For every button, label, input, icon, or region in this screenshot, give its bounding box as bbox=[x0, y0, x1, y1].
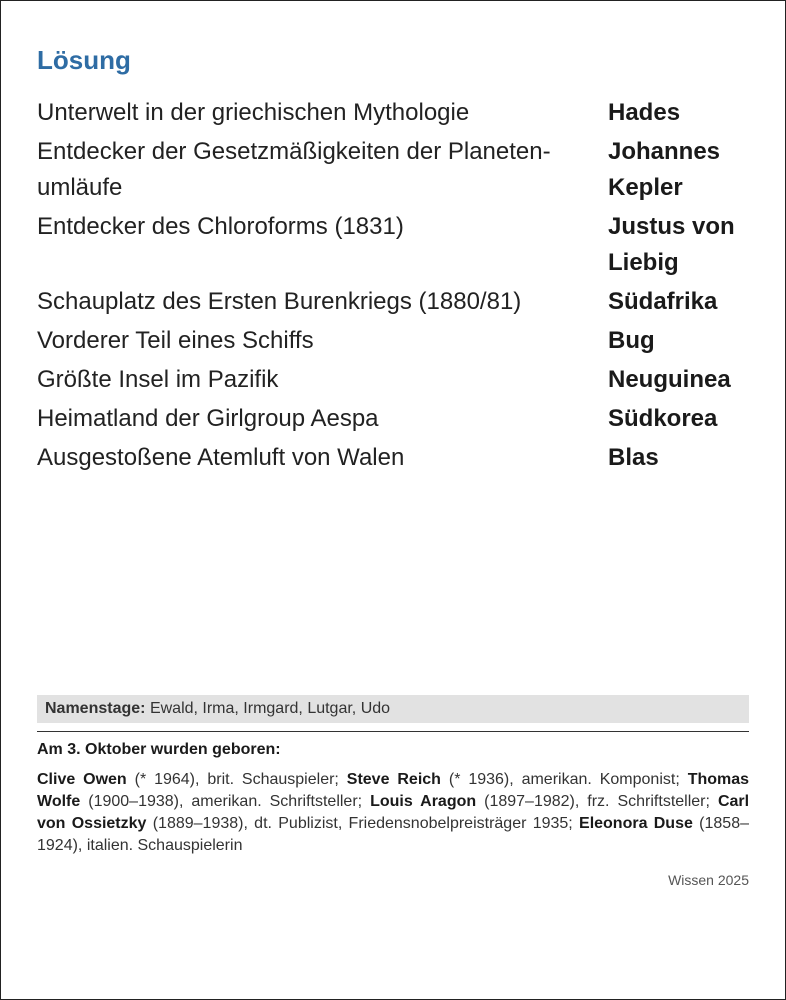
namenstage-names: Ewald, Irma, Irmgard, Lutgar, Udo bbox=[149, 700, 391, 717]
namenstage-bar bbox=[37, 695, 749, 723]
birthdays-title: Am 3. Oktober wurden geboren: bbox=[37, 741, 281, 758]
namenstage-label: Namenstage: bbox=[45, 700, 146, 717]
person-info: (1889–1938), dt. Publizist, Friedensnobelpreisträger 1935; bbox=[152, 815, 573, 832]
solution-row bbox=[37, 134, 757, 206]
question-text: Heimatland der Girlgroup Aespa bbox=[37, 405, 379, 432]
answer-text: Südkorea bbox=[608, 405, 718, 432]
question-text: Ausgestoßene Atemluft von Walen bbox=[37, 444, 405, 471]
question-text: Entdecker der Gesetzmäßigkeiten der Planeten-umläufe bbox=[37, 138, 551, 201]
person-info: (* 1936), amerikan. Komponist; bbox=[448, 771, 680, 788]
footer-label: Wissen 2025 bbox=[668, 872, 749, 888]
answer-text: Südafrika bbox=[608, 288, 718, 315]
solution-list bbox=[37, 95, 757, 479]
person-name: Eleonora Duse bbox=[579, 815, 693, 832]
birthdays-text bbox=[37, 769, 749, 857]
solution-row bbox=[37, 323, 757, 359]
question-text: Entdecker des Chloroforms (1831) bbox=[37, 213, 404, 240]
person-info: (* 1964), brit. Schauspieler; bbox=[134, 771, 339, 788]
question-text: Unterwelt in der griechischen Mythologie bbox=[37, 99, 470, 126]
person-name: Clive Owen bbox=[37, 771, 127, 788]
solution-row bbox=[37, 401, 757, 437]
divider bbox=[37, 731, 749, 732]
person-info: (1897–1982), frz. Schriftsteller; bbox=[484, 793, 710, 810]
answer-text: Johannes Kepler bbox=[608, 138, 721, 201]
person-name: Louis Aragon bbox=[370, 793, 477, 810]
question-text: Schauplatz des Ersten Burenkriegs (1880/81) bbox=[37, 288, 522, 315]
person-info: (1858–1924), italien. Schauspielerin bbox=[37, 815, 749, 854]
person-name: Steve Reich bbox=[346, 771, 441, 788]
answer-text: Hades bbox=[608, 99, 681, 126]
page-title: Lösung bbox=[37, 45, 131, 75]
question-text: Vorderer Teil eines Schiffs bbox=[37, 327, 314, 354]
person-info: (1900–1938), amerikan. Schriftsteller; bbox=[88, 793, 363, 810]
question-text: Größte Insel im Pazifik bbox=[37, 366, 279, 393]
solution-row bbox=[37, 284, 757, 320]
solution-row bbox=[37, 95, 757, 131]
answer-text: Bug bbox=[608, 327, 655, 354]
solution-row bbox=[37, 209, 757, 281]
person-name: Thomas Wolfe bbox=[37, 771, 750, 810]
solution-row bbox=[37, 362, 757, 398]
person-name: Carl von Ossietzky bbox=[37, 793, 750, 832]
answer-text: Neuguinea bbox=[608, 366, 731, 393]
answer-text: Justus von Liebig bbox=[608, 213, 735, 276]
answer-text: Blas bbox=[608, 444, 659, 471]
solution-row bbox=[37, 440, 757, 476]
